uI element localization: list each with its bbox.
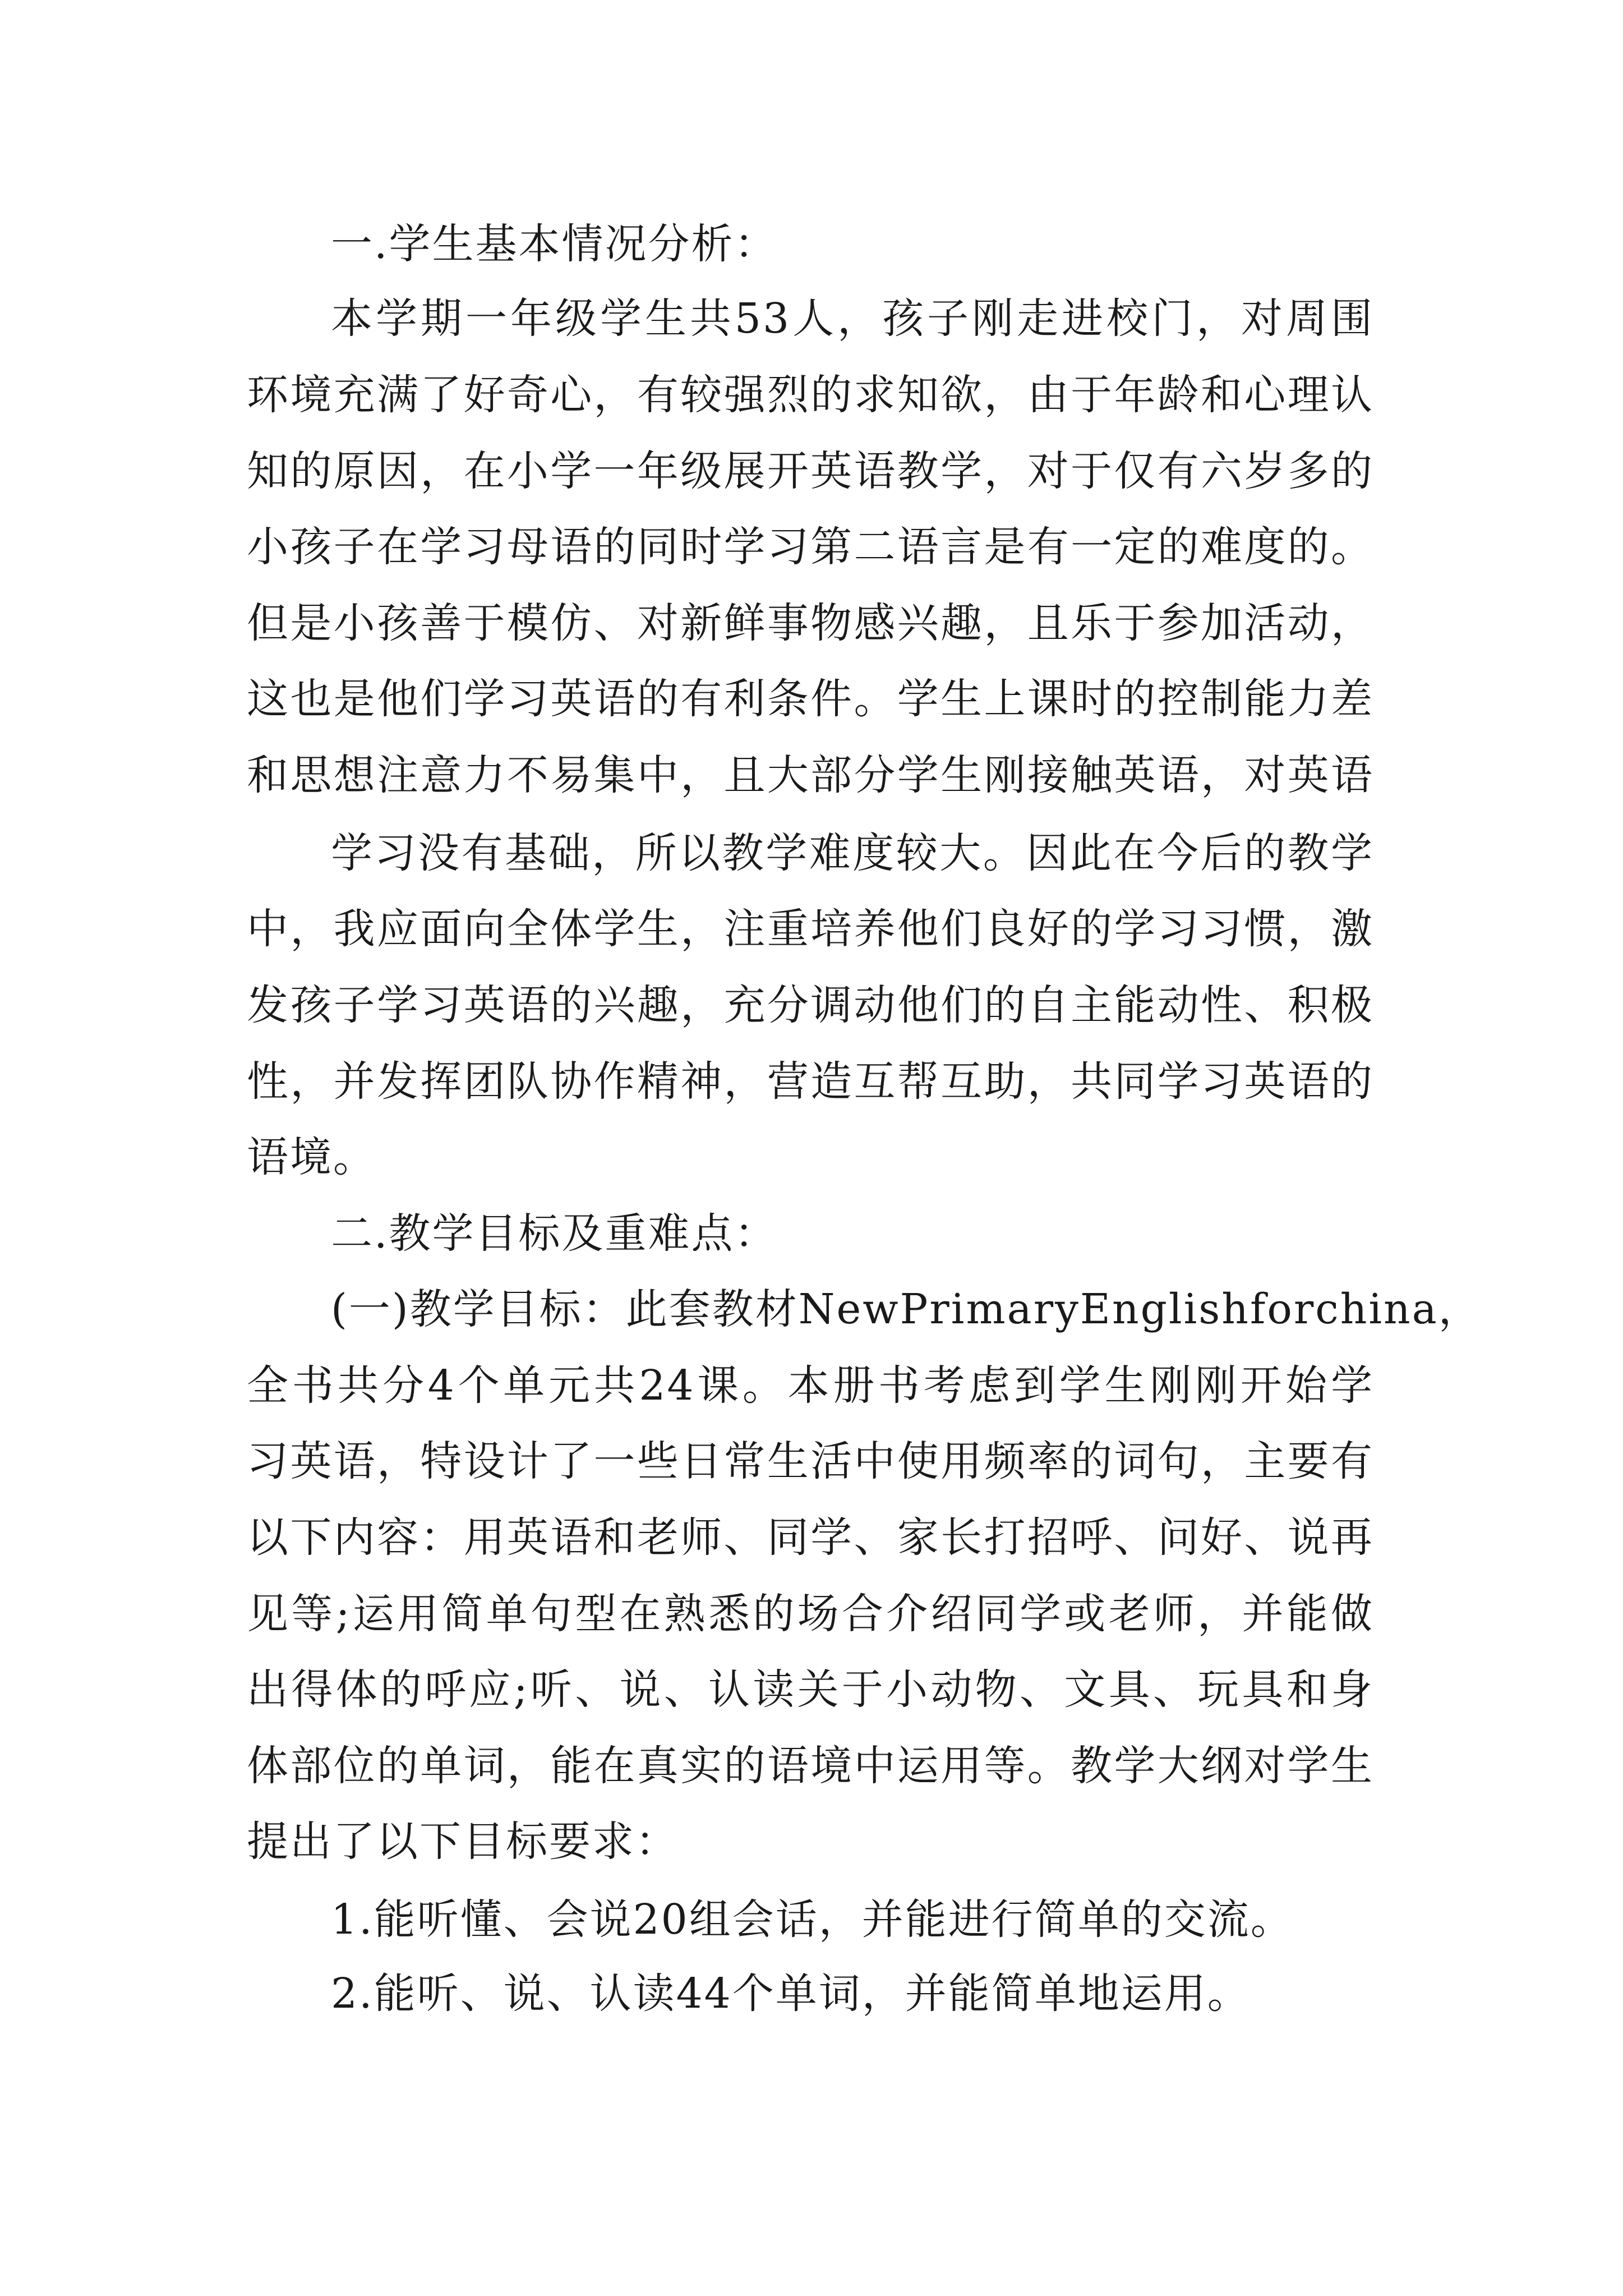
list-item-goal-1: 1.能听懂、会说20组会话，并能进行简单的交流。 bbox=[331, 1895, 1294, 1944]
text-line: 中，我应面向全体学生，注重培养他们良好的学习习惯，激 bbox=[247, 905, 1374, 953]
text-line: 小孩子在学习母语的同时学习第二语言是有一定的难度的。 bbox=[247, 523, 1374, 571]
section-heading-student-analysis: 一.学生基本情况分析： bbox=[331, 220, 778, 268]
text-line: 本学期一年级学生共53人，孩子刚走进校门，对周围 bbox=[331, 295, 1374, 343]
text-line: 发孩子学习英语的兴趣，充分调动他们的自主能动性、积极 bbox=[247, 981, 1374, 1029]
text-line: 知的原因，在小学一年级展开英语教学，对于仅有六岁多的 bbox=[247, 447, 1374, 495]
text-line: 但是小孩善于模仿、对新鲜事物感兴趣，且乐于参加活动， bbox=[247, 599, 1374, 647]
list-item-goal-2: 2.能听、说、认读44个单词，并能简单地运用。 bbox=[331, 1970, 1251, 2018]
text-line: 环境充满了好奇心，有较强烈的求知欲，由于年龄和心理认 bbox=[247, 371, 1374, 419]
text-line: 学习没有基础，所以教学难度较大。因此在今后的教学 bbox=[331, 829, 1374, 877]
text-line: 习英语，特设计了一些日常生活中使用频率的词句，主要有 bbox=[247, 1437, 1374, 1485]
text-line: 这也是他们学习英语的有利条件。学生上课时的控制能力差 bbox=[247, 675, 1374, 723]
text-line: 语境。 bbox=[247, 1133, 376, 1181]
text-line: 提出了以下目标要求： bbox=[247, 1818, 679, 1866]
text-line: 和思想注意力不易集中，且大部分学生刚接触英语，对英语 bbox=[247, 751, 1374, 799]
text-line: 以下内容：用英语和老师、同学、家长打招呼、问好、说再 bbox=[247, 1513, 1374, 1562]
text-line: 出得体的呼应;听、说、认读关于小动物、文具、玩具和身 bbox=[247, 1665, 1374, 1714]
text-line: 见等;运用简单句型在熟悉的场合介绍同学或老师，并能做 bbox=[247, 1590, 1374, 1638]
section-heading-teaching-goals: 二.教学目标及重难点： bbox=[331, 1209, 778, 1258]
text-line: 性，并发挥团队协作精神，营造互帮互助，共同学习英语的 bbox=[247, 1057, 1374, 1106]
text-line: 全书共分4个单元共24课。本册书考虑到学生刚刚开始学 bbox=[247, 1361, 1374, 1410]
text-line: (一)教学目标：此套教材NewPrimaryEnglishforchina， bbox=[331, 1285, 1482, 1333]
text-line: 体部位的单词，能在真实的语境中运用等。教学大纲对学生 bbox=[247, 1742, 1374, 1790]
